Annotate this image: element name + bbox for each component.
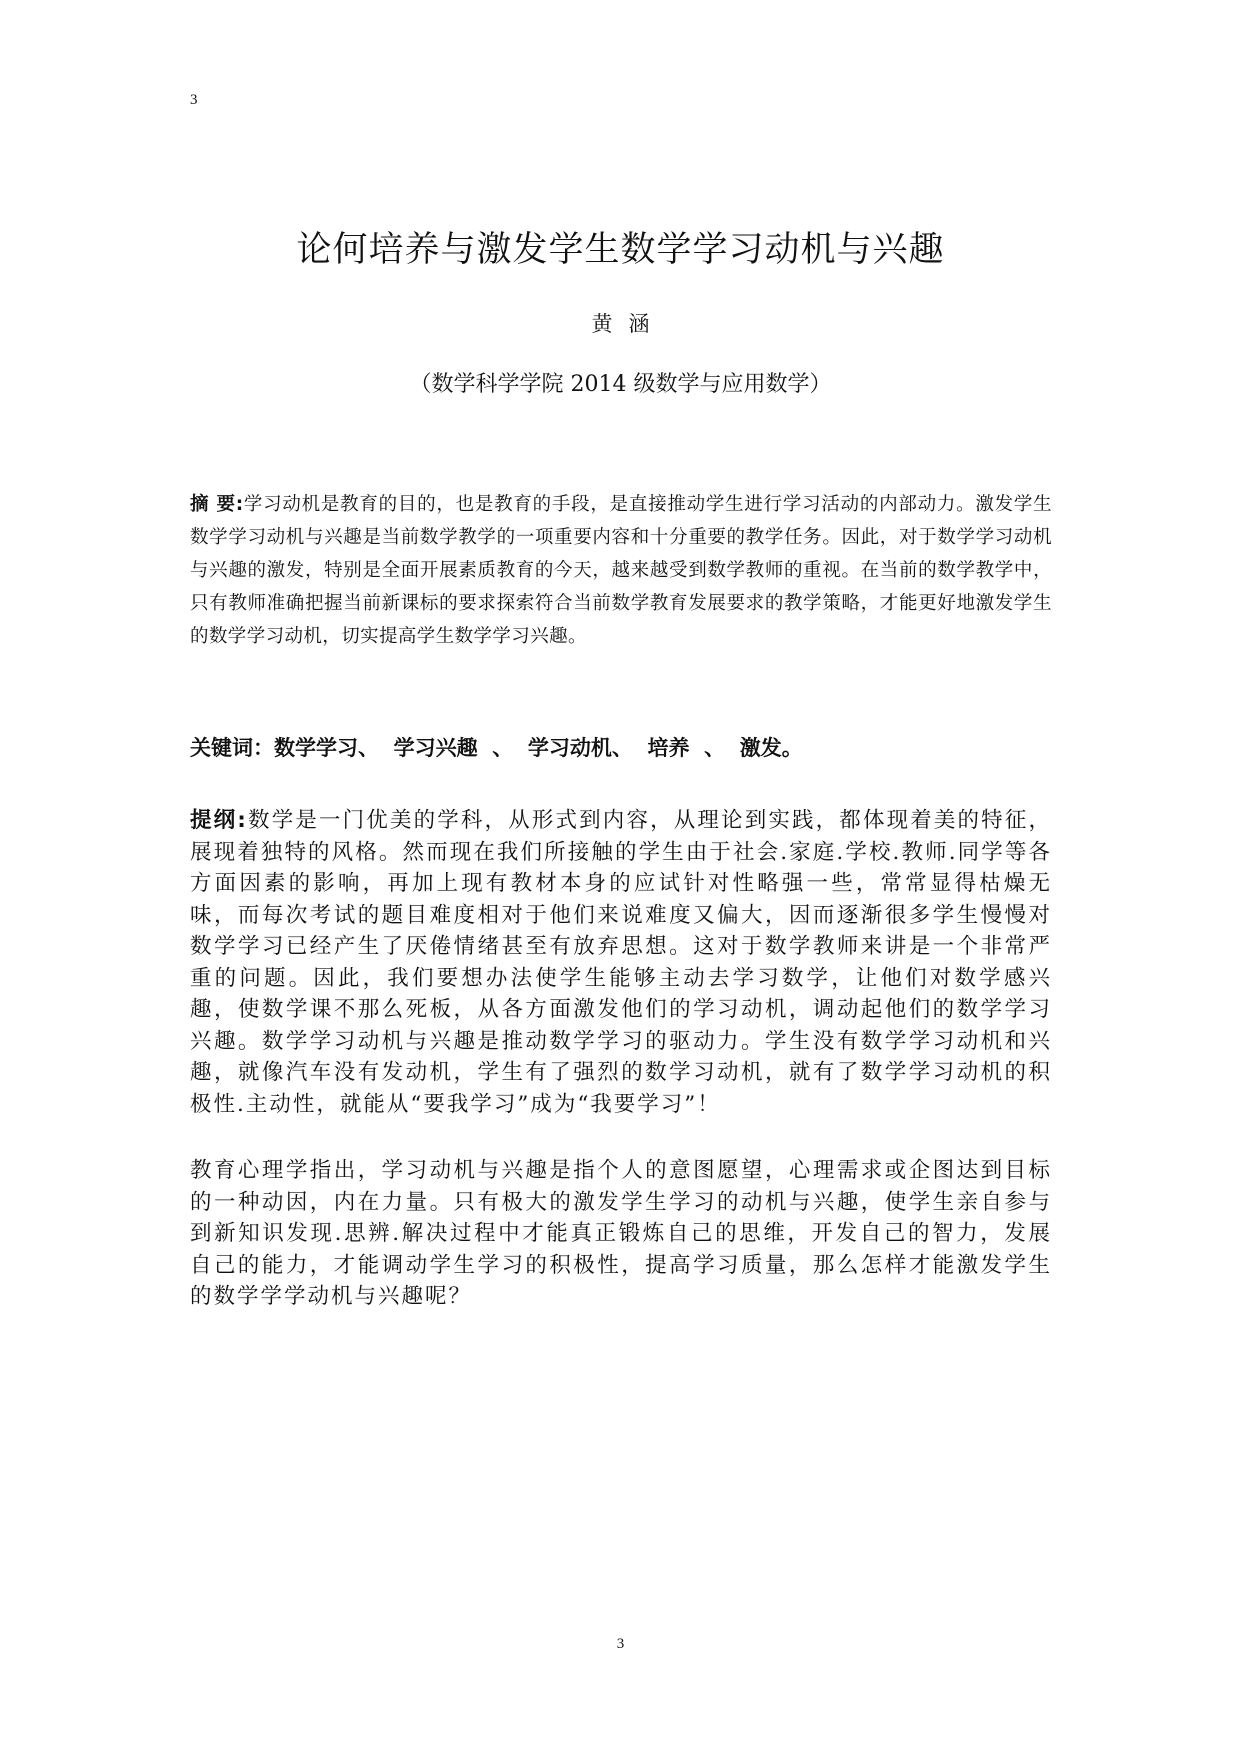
keywords-section [190,732,1090,762]
keywords-text: 数学学习、 学习兴趣 、 学习动机、 培养 、 激发。 [274,736,803,760]
author-affiliation: （数学科学学院 2014 级数学与应用数学） [409,372,832,397]
outline-label: 提纲: [190,808,248,833]
keywords-label: 关键词： [190,736,274,760]
author-name: 黄涵 [591,312,666,336]
header-page-number: 3 [190,92,198,108]
abstract-label: 摘 要: [190,494,244,515]
body-paragraph: 教育心理学指出，学习动机与兴趣是指个人的意图愿望，心理需求或企图达到目标的一种动因，内在力量。只有极大的激发学生学习的动机与兴趣，使学生亲自参与到新知识发现.思辨.解决过程中才能真正锻炼自己的思维，开发自己的智力，发展自己的能力，才能调动学生学习的积极性，提高学习质量，那么怎样才能激发学生的数学学学动机与兴趣呢？ [190,1158,1052,1309]
outline-text: 数学是一门优美的学科，从形式到内容，从理论到实践，都体现着美的特征，展现着独特的风格。然而现在我们所接触的学生由于社会.家庭.学校.教师.同学等各方面因素的影响，再加上现有教材本身的应试针对性略强一些，常常显得枯燥无味，而每次考试的题目难度相对于他们来说难度又偏大，因而逐渐很多学生慢慢对数学学习已经产生了厌倦情绪甚至有放弃思想。这对于数学教师来讲是一个非常严重的问题。因此，我们要想办法使学生能够主动去学习数学，让他们对数学感兴趣，使数学课不那么死板，从各方面激发他们的学习动机，调动起他们的数学学习兴趣。数学学习动机与兴趣是推动数学学习的驱动力。学生没有数学学习动机和兴趣，就像汽车没有发动机，学生有了强烈的数学习动机，就有了数学学习动机的积极性.主动性，就能从“要我学习”成为“我要学习”！ [190,808,1052,1117]
document-title: 论何培养与激发学生数学学习动机与兴趣 [296,230,945,270]
abstract-text: 学习动机是教育的目的，也是教育的手段，是直接推动学生进行学习活动的内部动力。激发学生数学学习动机与兴趣是当前数学教学的一项重要内容和十分重要的教学任务。因此，对于数学学习动机与兴趣的激发，特别是全面开展素质教育的今天，越来越受到数学教师的重视。在当前的数学教学中，只有教师准确把握当前新课标的要求探索符合当前数学教育发展要求的教学策略，才能更好地激发学生的数学学习动机，切实提高学生数学学习兴趣。 [190,494,1052,647]
outline-section [190,805,1052,1120]
footer-page-number: 3 [616,1636,625,1652]
abstract-section [190,488,1052,653]
